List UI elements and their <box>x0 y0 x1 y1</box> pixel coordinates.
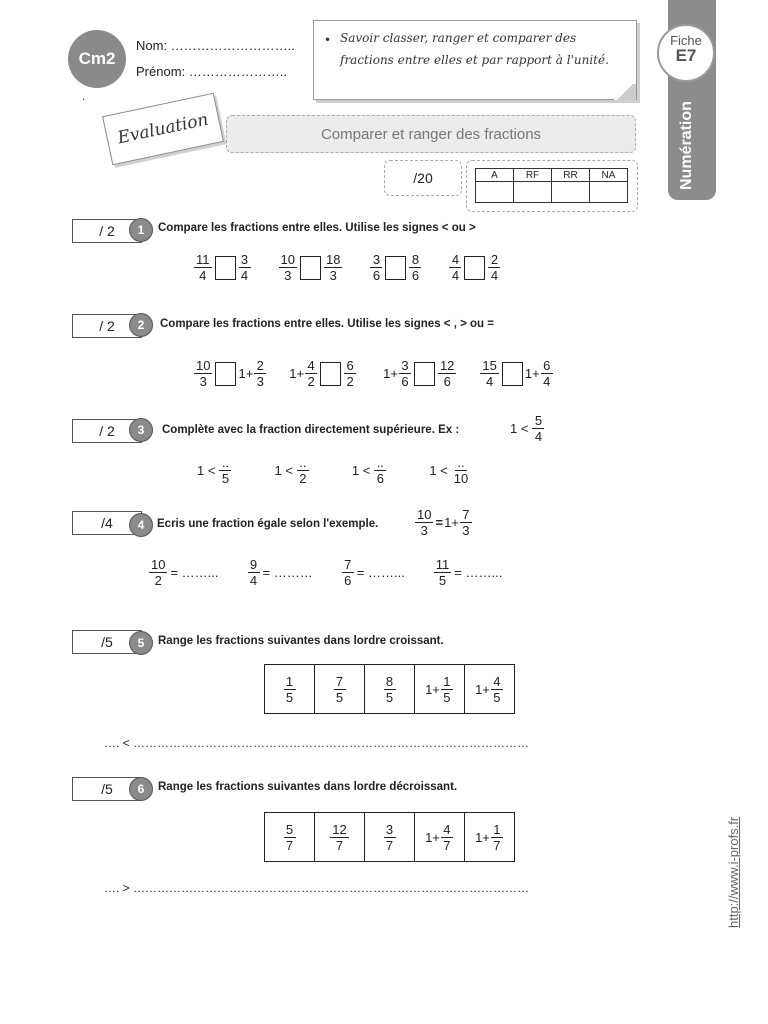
ex3-example <box>510 413 545 444</box>
equal-item[interactable]: $\frac{9}{4}$ = ……… <box>247 557 313 588</box>
grade-cell[interactable] <box>590 182 628 203</box>
website-link[interactable]: http://www.i-profs.fr <box>726 816 741 928</box>
folded-corner <box>614 84 636 100</box>
comparison-item <box>193 252 252 283</box>
subject-label: Numération <box>678 101 695 190</box>
exercise-number: 5 <box>129 631 153 655</box>
fraction: $\frac{10}{3}$ <box>417 507 432 538</box>
answer-box[interactable] <box>215 256 236 280</box>
ordering-table <box>264 812 515 862</box>
ex2-row <box>193 358 554 389</box>
one-plus: 1+ <box>444 515 459 530</box>
grade-header: RF <box>514 169 552 182</box>
fill-item[interactable]: 1 < $\frac{..}{6}$ <box>352 455 387 486</box>
exercise-number: 1 <box>129 218 153 242</box>
grade-header: A <box>476 169 514 182</box>
exercise-instruction: Compare les fractions entre elles. Utilise les signes < ou > <box>158 222 476 234</box>
score-box[interactable]: /5 <box>72 777 142 801</box>
ordering-cell: $\frac{5}{7}$ <box>265 813 315 862</box>
ordering-cell: 1+ $\frac{1}{7}$ <box>465 813 515 862</box>
equal-item[interactable]: $\frac{7}{6}$ = ……... <box>341 557 405 588</box>
answer-box[interactable] <box>320 362 341 386</box>
exercise-instruction: Compare les fractions entre elles. Utilise les signes < , > ou = <box>160 318 494 330</box>
fraction: $\frac{12}{6}$ <box>439 358 455 389</box>
ordering-cell: $\frac{1}{5}$ <box>265 665 315 714</box>
fraction: $\frac{4}{4}$ <box>449 252 461 283</box>
ordering-cell: 1+ $\frac{4}{7}$ <box>415 813 465 862</box>
grade-table <box>475 168 628 203</box>
example-prefix: 1 < <box>510 421 529 436</box>
exercise-number: 2 <box>129 313 153 337</box>
ex4-row <box>148 557 502 588</box>
score-box[interactable]: /4 <box>72 511 142 535</box>
exercise-instruction: Range les fractions suivantes dans lordre décroissant. <box>158 781 458 793</box>
exercise-instruction: Complète avec la fraction directement supérieure. Ex : <box>162 424 460 436</box>
ex4-example <box>414 507 473 538</box>
fraction: $\frac{5}{4}$ <box>532 413 544 444</box>
page-title: Comparer et ranger des fractions <box>226 115 636 153</box>
comparison-item <box>383 358 457 389</box>
equal-item[interactable]: $\frac{10}{2}$ = ……... <box>151 557 219 588</box>
fill-item[interactable]: 1 < $\frac{..}{5}$ <box>197 455 232 486</box>
exercise-number: 3 <box>129 418 153 442</box>
answer-box[interactable] <box>215 362 236 386</box>
one-plus: 1+ <box>238 366 254 381</box>
fiche-code: E7 <box>675 46 697 65</box>
grade-cell[interactable] <box>476 182 514 203</box>
bullet-icon: • <box>324 33 332 47</box>
grade-cell[interactable] <box>514 182 552 203</box>
fraction: $\frac{15}{4}$ <box>482 358 497 389</box>
name-field[interactable]: Nom: ……………………….. <box>136 38 295 53</box>
score-box[interactable]: / 2 <box>72 314 142 338</box>
comparison-item <box>479 358 553 389</box>
answer-box[interactable] <box>414 362 435 386</box>
dot-mark: . <box>82 92 86 103</box>
firstname-field[interactable]: Prénom: ………………….. <box>136 64 287 79</box>
fill-item[interactable]: 1 < $\frac{..}{10}$ <box>429 455 469 486</box>
fraction: $\frac{3}{4}$ <box>239 252 251 283</box>
exercise-number: 4 <box>129 513 153 537</box>
equals-sign: = <box>435 515 444 530</box>
score-box[interactable]: / 2 <box>72 419 142 443</box>
answer-box[interactable] <box>300 256 321 280</box>
objective-text: Savoir classer, ranger et comparer des fractions entre elles et par rapport à l'unité. <box>340 31 609 67</box>
fraction: $\frac{10}{3}$ <box>196 358 211 389</box>
fraction: $\frac{8}{6}$ <box>409 252 421 283</box>
fraction: $\frac{4}{2}$ <box>305 358 317 389</box>
comparison-item <box>289 358 357 389</box>
fiche-badge <box>657 24 715 82</box>
fraction: $\frac{6}{2}$ <box>344 358 356 389</box>
ordering-table <box>264 664 515 714</box>
fraction: $\frac{3}{6}$ <box>370 252 382 283</box>
total-score: /20 <box>384 160 462 196</box>
exercise-number: 6 <box>129 777 153 801</box>
equal-item[interactable]: $\frac{11}{5}$ = ……... <box>435 557 503 588</box>
grade-cell[interactable] <box>552 182 590 203</box>
grade-header: NA <box>590 169 628 182</box>
grade-box <box>466 160 638 212</box>
one-plus: 1+ <box>524 366 540 381</box>
evaluation-stamp: Evaluation <box>102 93 224 166</box>
answer-box[interactable] <box>502 362 523 386</box>
fraction: $\frac{11}{4}$ <box>196 252 210 283</box>
comparison-item <box>193 358 267 389</box>
fraction: $\frac{3}{6}$ <box>399 358 411 389</box>
one-plus: 1+ <box>383 366 398 381</box>
level-badge: Cm2 <box>68 30 126 88</box>
score-box[interactable]: /5 <box>72 630 142 654</box>
answer-box[interactable] <box>464 256 485 280</box>
ordering-cell: 1+ $\frac{1}{5}$ <box>415 665 465 714</box>
ordering-cell: $\frac{3}{7}$ <box>365 813 415 862</box>
fraction: $\frac{6}{4}$ <box>541 358 553 389</box>
objective-card <box>313 20 637 100</box>
comparison-item <box>448 252 501 283</box>
one-plus: 1+ <box>289 366 305 381</box>
grade-header: RR <box>552 169 590 182</box>
exercise-instruction: Range les fractions suivantes dans lordre croissant. <box>158 635 444 647</box>
fiche-label: Fiche <box>670 33 702 48</box>
ordering-cell: $\frac{12}{7}$ <box>315 813 365 862</box>
answer-box[interactable] <box>385 256 406 280</box>
comparison-item <box>278 252 344 283</box>
fraction: $\frac{10}{3}$ <box>280 252 295 283</box>
comparison-item <box>369 252 422 283</box>
exercise-instruction: Ecris une fraction égale selon l'exemple. <box>157 518 379 530</box>
ordering-cell: 1+ $\frac{4}{5}$ <box>465 665 515 714</box>
fraction: $\frac{2}{3}$ <box>254 358 266 389</box>
fraction: $\frac{2}{4}$ <box>488 252 500 283</box>
ex3-row <box>197 455 471 486</box>
answer-line[interactable]: …. > ……………………………………………………………………………………… <box>104 881 530 895</box>
fraction: $\frac{7}{3}$ <box>460 507 472 538</box>
fill-item[interactable]: 1 < $\frac{..}{2}$ <box>274 455 309 486</box>
ordering-cell: $\frac{8}{5}$ <box>365 665 415 714</box>
fraction: $\frac{18}{3}$ <box>325 252 341 283</box>
ex1-row <box>193 252 501 283</box>
score-box[interactable]: / 2 <box>72 219 142 243</box>
answer-line[interactable]: …. < ……………………………………………………………………………………… <box>104 736 530 750</box>
ordering-cell: $\frac{7}{5}$ <box>315 665 365 714</box>
